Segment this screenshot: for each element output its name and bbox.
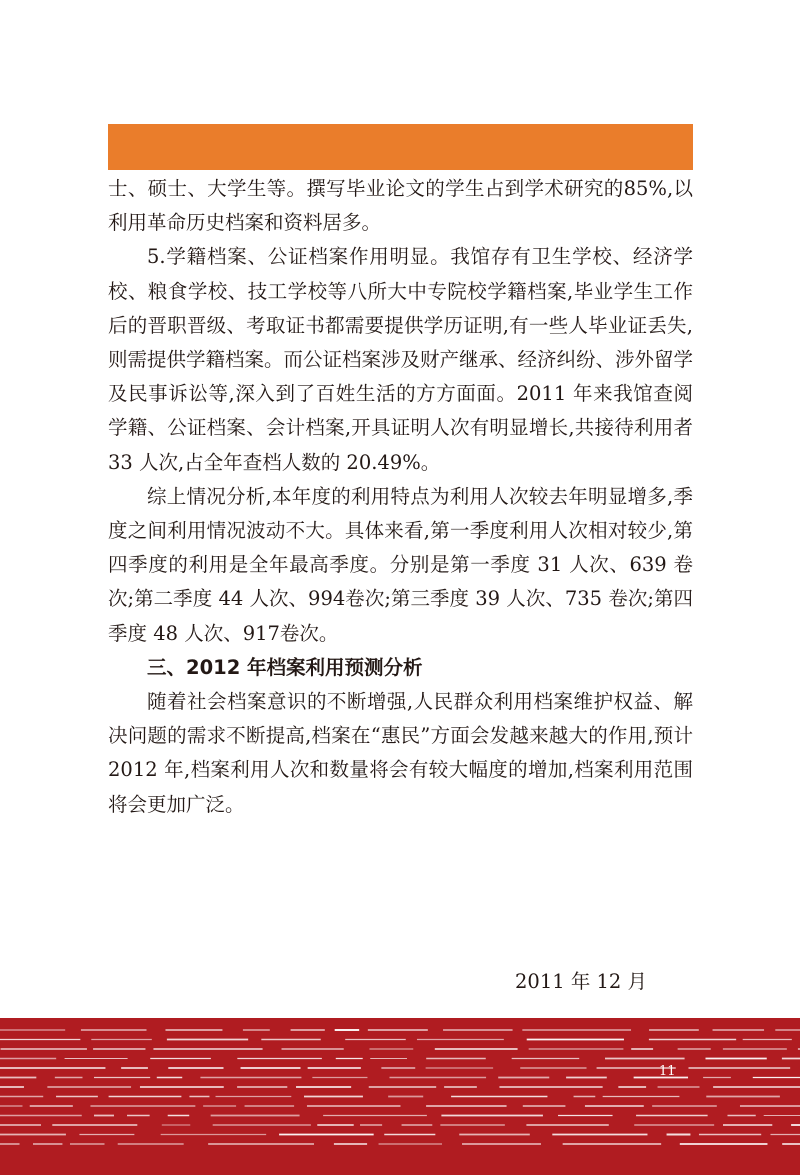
body-text	[108, 172, 693, 822]
page-number: 11	[659, 1064, 676, 1079]
paragraph-student-records: 5.学籍档案、公证档案作用明显。我馆存有卫生学校、经济学校、粮食学校、技工学校等八所大中专院校学籍档案,毕业学生工作后的晋职晋级、考取证书都需要提供学历证明,有一些人毕业证丢失,则需提供学籍档案。而公证档案涉及财产继承、经济纠纷、涉外留学及民事诉讼等,深入到了百姓生活的方方面面。2011 年来我馆查阅学籍、公证档案、会计档案,开具证明人次有明显增长,共接待利用者33 人次,占全年查档人数的 20.49%。	[108, 245, 694, 474]
footer-stripes	[0, 1018, 800, 1175]
document-date: 2011 年 12 月	[515, 970, 648, 993]
paragraph-continuation: 士、硕士、大学生等。撰写毕业论文的学生占到学术研究的85%,以利用革命历史档案和资料居多。	[108, 177, 693, 235]
paragraph-forecast: 随着社会档案意识的不断增强,人民群众利用档案维护权益、解决问题的需求不断提高,档案在“惠民”方面会发越来越大的作用,预计 2012 年,档案利用人次和数量将会有较大幅度的增加,档案利用范围将会更加广泛。	[108, 690, 693, 816]
header-band	[108, 124, 693, 170]
section-heading: 三、2012 年档案利用预测分析	[147, 655, 423, 679]
footer-band	[0, 1018, 800, 1175]
paragraph-summary: 综上情况分析,本年度的利用特点为利用人次较去年明显增多,季度之间利用情况波动不大。具体来看,第一季度利用人次相对较少,第四季度的利用是全年最高季度。分别是第一季度 31 人次、639 卷次;第二季度 44 人次、994卷次;第三季度 39 人次、735 卷次;第四季度 48 人次、917卷次。	[108, 484, 693, 645]
